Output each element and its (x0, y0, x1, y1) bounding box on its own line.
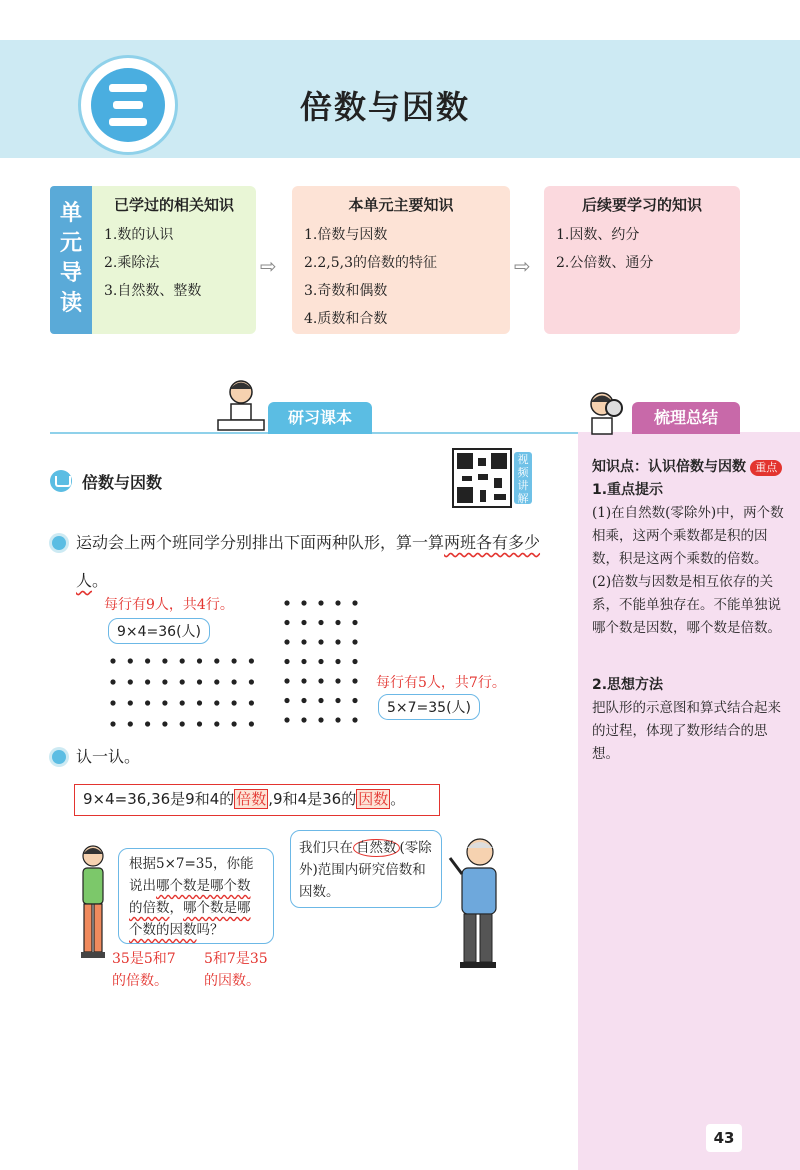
future-item: 1.因数、约分 (556, 227, 640, 243)
main-item: 4.质数和合数 (304, 311, 388, 327)
kid-speech-bubble: 根据5×7=35，你能说出哪个数是哪个数的倍数，哪个数是哪个数的因数吗？ (118, 848, 274, 944)
formation-dot (128, 679, 133, 684)
formation-dot (180, 679, 185, 684)
formation-dot (128, 658, 133, 663)
question-text: 运动会上两个班同学分别排出下面两种队形，算一算两班各有多少人。 (76, 533, 541, 590)
formation-dot (214, 679, 219, 684)
formation-dot (335, 639, 340, 644)
knowledge-point-title: 知识点：认识倍数与因数 (592, 459, 746, 475)
formation-dot (352, 717, 357, 722)
formation-a-note: 每行有9人，共4行。 (104, 597, 234, 613)
highlight-factor: 因数 (358, 790, 389, 808)
formation-dot (180, 700, 185, 705)
formation-dot (284, 600, 289, 605)
formation-dot (249, 679, 254, 684)
future-item: 2.公倍数、通分 (556, 255, 654, 271)
formation-dot (249, 721, 254, 726)
formation-dot (162, 700, 167, 705)
key-point-badge: 重点 (750, 460, 782, 476)
future-title: 后续要学习的知识 (581, 196, 702, 214)
qr-code-icon[interactable] (452, 448, 512, 508)
formation-dot (128, 721, 133, 726)
formation-dot (284, 620, 289, 625)
main-item: 1.倍数与因数 (304, 227, 388, 243)
formation-dot (145, 721, 150, 726)
formation-dot (214, 721, 219, 726)
formation-dot (284, 717, 289, 722)
formation-dot (284, 639, 289, 644)
main-title: 本单元主要知识 (348, 196, 454, 214)
formation-dot (318, 659, 323, 664)
learned-item: 2.乘除法 (104, 255, 160, 271)
bullet-icon (52, 750, 66, 764)
page-title: 倍数与因数 (300, 88, 471, 126)
summary-paragraph: (1)在自然数(零除外)中，两个数相乘，这两个乘数都是积的因数，积是这两个乘数的倍数。 (592, 505, 784, 567)
formation-dot (352, 678, 357, 683)
teacher-figure (448, 832, 508, 972)
formation-dot (197, 721, 202, 726)
formation-dot (318, 698, 323, 703)
page-number: 43 (706, 1124, 742, 1152)
formation-dot (145, 679, 150, 684)
formation-dot (232, 700, 237, 705)
formation-dot (318, 717, 323, 722)
teacher-speech-bubble: 我们只在 自然数 (零除外)范围内研究倍数和因数。 (290, 830, 442, 908)
formation-dot (301, 620, 306, 625)
formation-b-calc: 5×7=35(人) (378, 694, 480, 720)
formation-dot (128, 700, 133, 705)
formation-dot (110, 721, 115, 726)
bullet-icon (52, 536, 66, 550)
answer-factor: 5和7是35的因数。 (204, 951, 268, 989)
formation-dot (284, 698, 289, 703)
formation-dot (214, 700, 219, 705)
summary-paragraph: 把队形的示意图和算式结合起来的过程，体现了数形结合的思想。 (592, 700, 781, 762)
summary-content (592, 456, 788, 766)
learned-title: 已学过的相关知识 (113, 196, 234, 214)
study-section-label: 研习课本 (268, 402, 372, 434)
formation-dot (110, 658, 115, 663)
formation-dot (318, 678, 323, 683)
formation-dot (249, 700, 254, 705)
formation-dot (301, 659, 306, 664)
formation-dot (335, 717, 340, 722)
formation-dot (352, 659, 357, 664)
formation-dot (335, 620, 340, 625)
formation-dot (335, 659, 340, 664)
formation-dot (335, 698, 340, 703)
formation-dot (249, 658, 254, 663)
unit-number-badge (78, 55, 178, 155)
unit-guide-tag: 单元导读 (50, 186, 92, 334)
formation-dot (145, 700, 150, 705)
formation-a-dots (108, 656, 258, 736)
learned-knowledge-box (92, 186, 256, 334)
formation-dot (352, 639, 357, 644)
definition-box: 9×4=36,36是9和4的 倍数 ,9和4是36的 因数 。 (74, 784, 440, 816)
answer-multiple: 35是5和7的倍数。 (112, 951, 176, 989)
summary-heading: 1.重点提示 (592, 482, 664, 498)
arrow-right-icon: ⇨ (514, 254, 531, 278)
formation-dot (162, 721, 167, 726)
learned-item: 1.数的认识 (104, 227, 174, 243)
formation-dot (197, 700, 202, 705)
formation-dot (352, 698, 357, 703)
book-icon (50, 470, 72, 492)
formation-dot (352, 620, 357, 625)
main-knowledge-box (292, 186, 510, 334)
formation-dot (162, 658, 167, 663)
formation-a-calc: 9×4=36(人) (108, 618, 210, 644)
formation-dot (352, 600, 357, 605)
formation-dot (301, 600, 306, 605)
arrow-right-icon: ⇨ (260, 254, 277, 278)
main-item: 3.奇数和偶数 (304, 283, 388, 299)
formation-dot (180, 658, 185, 663)
summary-heading: 2.思想方法 (592, 677, 664, 693)
formation-dot (318, 639, 323, 644)
future-knowledge-box (544, 186, 740, 334)
formation-dot (301, 698, 306, 703)
formation-dot (301, 678, 306, 683)
learned-item: 3.自然数、整数 (104, 283, 202, 299)
formation-dot (335, 600, 340, 605)
formation-dot (214, 658, 219, 663)
topic-title: 倍数与因数 (82, 473, 163, 492)
formation-dot (284, 678, 289, 683)
formation-dot (232, 658, 237, 663)
formation-b-note: 每行有5人，共7行。 (376, 675, 506, 691)
formation-dot (232, 679, 237, 684)
formation-dot (145, 658, 150, 663)
formation-dot (335, 678, 340, 683)
formation-dot (232, 721, 237, 726)
formation-dot (318, 620, 323, 625)
magnifier-kid-icon (584, 386, 628, 436)
highlight-multiple: 倍数 (236, 790, 267, 808)
formation-dot (318, 600, 323, 605)
formation-dot (284, 659, 289, 664)
formation-dot (162, 679, 167, 684)
formation-dot (197, 658, 202, 663)
thinking-kid-figure (76, 842, 110, 964)
summary-paragraph: (2)倍数与因数是相互依存的关系，不能单独存在。不能单独说哪个数是因数，哪个数是倍数。 (592, 574, 781, 636)
learn-heading: 认一认。 (76, 747, 141, 766)
formation-dot (110, 679, 115, 684)
formation-dot (197, 679, 202, 684)
formation-dot (180, 721, 185, 726)
video-explain-label: 视频讲解 (514, 452, 532, 504)
formation-dot (301, 639, 306, 644)
main-item: 2.2,5,3的倍数的特征 (304, 255, 437, 271)
formation-b-dots (282, 598, 362, 728)
formation-dot (110, 700, 115, 705)
formation-dot (301, 717, 306, 722)
summary-section-label: 梳理总结 (632, 402, 740, 434)
reading-kid-icon (216, 374, 266, 434)
